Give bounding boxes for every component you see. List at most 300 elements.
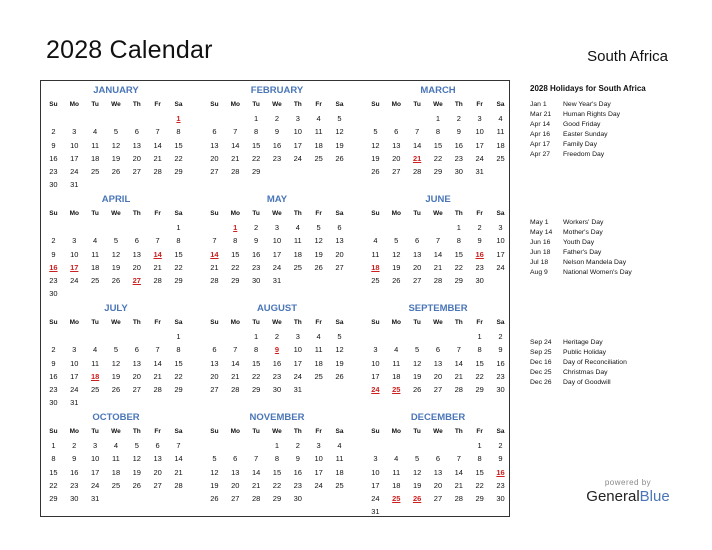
day-cell: 7 xyxy=(456,454,461,464)
day-cell: 2 xyxy=(274,114,280,123)
day-cell xyxy=(126,396,147,409)
holiday-name: Family Day xyxy=(563,141,597,148)
weekday-header xyxy=(365,207,511,221)
day-cell: 29 xyxy=(49,494,58,504)
day-cell: 13 xyxy=(392,140,401,150)
weekday-label: Su xyxy=(371,101,380,108)
day-cell xyxy=(204,221,225,234)
weekday-label: We xyxy=(111,101,121,108)
day-cell xyxy=(329,492,350,505)
day-cell: 28 xyxy=(454,494,463,504)
day-cell: 10 xyxy=(314,454,323,464)
day-cell: 23 xyxy=(49,276,58,286)
weekday-label: Mo xyxy=(69,319,79,326)
month-name: NOVEMBER xyxy=(249,412,305,423)
day-cell: 11 xyxy=(293,236,302,246)
month-name: SEPTEMBER xyxy=(408,303,468,314)
day-cell: 1 xyxy=(274,441,280,450)
weekday-label: We xyxy=(433,210,443,217)
week-row xyxy=(365,466,511,479)
day-cell: 15 xyxy=(433,140,443,150)
week-row xyxy=(204,139,350,152)
day-cell: 31 xyxy=(70,180,79,190)
holiday-day-cell: 18 xyxy=(90,371,100,381)
day-cell: 24 xyxy=(70,167,79,177)
day-cell xyxy=(126,221,147,234)
day-cell: 5 xyxy=(113,127,119,137)
day-cell: 14 xyxy=(153,358,162,368)
day-cell: 4 xyxy=(316,332,321,341)
holiday-day-cell: 1 xyxy=(176,114,181,123)
day-cell: 25 xyxy=(314,153,323,163)
day-cell: 2 xyxy=(274,332,280,341)
day-cell: 26 xyxy=(371,167,380,177)
weekday-label: We xyxy=(111,210,121,217)
day-cell: 8 xyxy=(477,345,482,355)
day-cell xyxy=(168,492,189,505)
day-cell xyxy=(386,221,407,234)
day-cell: 12 xyxy=(335,345,344,355)
week-row xyxy=(43,274,189,287)
day-cell xyxy=(147,287,168,300)
day-cell: 21 xyxy=(454,371,463,381)
holiday-date: Apr 14 xyxy=(530,121,551,128)
day-cell: 28 xyxy=(433,276,443,286)
weekday-label: Fr xyxy=(154,319,161,326)
day-cell xyxy=(225,112,246,125)
day-cell: 14 xyxy=(153,140,162,150)
day-cell xyxy=(365,221,386,234)
day-cell: 5 xyxy=(316,223,321,232)
weekday-label: Fr xyxy=(315,101,322,108)
day-cell: 29 xyxy=(475,494,484,504)
day-cell: 17 xyxy=(371,371,380,381)
day-cell: 26 xyxy=(132,480,141,490)
day-cell: 9 xyxy=(254,236,259,246)
day-cell: 4 xyxy=(394,454,399,464)
day-cell xyxy=(126,287,147,300)
day-cell: 27 xyxy=(335,262,344,272)
weekday-label: Tu xyxy=(252,319,260,326)
day-cell xyxy=(147,112,168,125)
day-cell: 14 xyxy=(454,467,463,477)
week-row xyxy=(204,152,350,165)
day-cell: 12 xyxy=(210,467,219,477)
holiday-day-cell: 21 xyxy=(412,153,422,163)
day-cell: 26 xyxy=(111,385,121,395)
month-name: OCTOBER xyxy=(92,412,140,423)
weekday-label: Su xyxy=(371,319,380,326)
day-cell xyxy=(428,439,449,452)
day-cell xyxy=(490,274,511,287)
holiday-date: Mar 21 xyxy=(530,111,552,118)
weekday-label: Sa xyxy=(174,210,183,217)
holiday-item xyxy=(530,228,700,238)
holiday-item xyxy=(530,150,700,160)
day-cell: 22 xyxy=(174,153,183,163)
day-cell: 10 xyxy=(496,236,505,246)
week-row xyxy=(365,370,511,383)
day-cell: 8 xyxy=(233,236,238,246)
day-cell: 11 xyxy=(314,127,323,137)
day-cell: 15 xyxy=(251,140,261,150)
weekday-label: Sa xyxy=(335,428,344,435)
day-cell: 10 xyxy=(293,345,302,355)
week-row xyxy=(43,357,189,370)
day-cell: 11 xyxy=(91,249,99,259)
day-cell: 6 xyxy=(394,127,399,137)
weekday-header xyxy=(365,425,511,439)
day-cell: 28 xyxy=(174,480,183,490)
day-cell: 20 xyxy=(392,153,401,163)
holiday-item xyxy=(530,378,700,388)
holiday-name: Nelson Mandela Day xyxy=(563,259,627,266)
day-cell: 9 xyxy=(498,345,503,355)
day-cell: 7 xyxy=(155,345,160,355)
weekday-header xyxy=(43,98,189,112)
day-cell xyxy=(386,330,407,343)
day-cell xyxy=(407,439,428,452)
day-cell: 23 xyxy=(496,371,505,381)
day-cell: 13 xyxy=(433,358,443,368)
day-cell: 28 xyxy=(251,494,261,504)
day-cell: 30 xyxy=(49,180,58,190)
day-cell: 4 xyxy=(295,223,300,232)
weekday-header xyxy=(204,316,350,330)
weekday-header xyxy=(43,316,189,330)
month-name: MAY xyxy=(266,194,288,205)
day-cell: 5 xyxy=(337,114,342,123)
week-row xyxy=(43,330,189,343)
week-row xyxy=(204,357,350,370)
day-cell: 22 xyxy=(251,371,261,381)
holiday-name: Day of Reconciliation xyxy=(563,359,627,366)
day-cell: 8 xyxy=(477,454,482,464)
day-cell: 6 xyxy=(435,454,441,464)
weekday-label: Tu xyxy=(413,428,421,435)
day-cell xyxy=(106,112,127,125)
week-row xyxy=(204,248,350,261)
day-cell: 27 xyxy=(392,167,401,177)
weekday-label: Fr xyxy=(476,428,483,435)
week-row xyxy=(204,274,350,287)
day-cell: 21 xyxy=(231,371,240,381)
holiday-name: Easter Sunday xyxy=(563,131,608,138)
holiday-date: Apr 27 xyxy=(530,151,551,158)
day-cell: 11 xyxy=(91,358,99,368)
weekday-label: Sa xyxy=(496,101,505,108)
day-cell: 22 xyxy=(433,153,443,163)
week-row xyxy=(365,221,511,234)
day-cell xyxy=(365,330,386,343)
day-cell: 27 xyxy=(210,385,219,395)
week-row xyxy=(204,112,350,125)
day-cell: 30 xyxy=(70,494,79,504)
day-cell xyxy=(85,112,106,125)
week-row xyxy=(43,383,189,396)
day-cell xyxy=(428,505,449,518)
day-cell: 3 xyxy=(498,223,503,232)
day-cell: 21 xyxy=(251,480,261,490)
day-cell: 10 xyxy=(371,358,380,368)
day-cell: 16 xyxy=(272,140,282,150)
weekday-label: Mo xyxy=(230,428,240,435)
day-cell: 6 xyxy=(233,454,238,464)
day-cell: 6 xyxy=(337,223,342,232)
day-cell: 29 xyxy=(475,385,484,395)
day-cell xyxy=(386,439,407,452)
holiday-date: Dec 25 xyxy=(530,369,552,376)
week-row xyxy=(204,492,350,505)
day-cell: 15 xyxy=(475,358,484,368)
day-cell: 29 xyxy=(174,167,183,177)
holiday-date: Sep 24 xyxy=(530,339,552,346)
day-cell xyxy=(85,178,106,191)
day-cell xyxy=(106,492,127,505)
day-cell: 20 xyxy=(210,371,219,381)
holiday-item xyxy=(530,110,700,120)
week-row xyxy=(43,261,189,274)
day-cell: 2 xyxy=(254,223,259,232)
day-cell xyxy=(490,505,511,518)
weekday-label: Mo xyxy=(230,319,240,326)
holiday-name: Youth Day xyxy=(563,239,595,246)
month-name: AUGUST xyxy=(256,303,298,314)
day-cell: 15 xyxy=(49,467,58,477)
day-cell: 15 xyxy=(174,358,183,368)
holiday-day-cell: 24 xyxy=(371,385,380,395)
day-cell: 19 xyxy=(335,140,344,150)
day-cell: 8 xyxy=(176,127,181,137)
day-cell: 22 xyxy=(49,480,58,490)
day-cell: 24 xyxy=(272,262,282,272)
day-cell: 24 xyxy=(496,262,505,272)
week-row xyxy=(365,343,511,356)
month-name: APRIL xyxy=(101,194,131,205)
day-cell: 20 xyxy=(132,262,141,272)
day-cell: 27 xyxy=(132,167,141,177)
day-cell: 12 xyxy=(335,127,344,137)
day-cell: 7 xyxy=(233,127,238,137)
day-cell: 9 xyxy=(477,236,482,246)
day-cell: 22 xyxy=(174,262,183,272)
day-cell: 9 xyxy=(51,140,56,150)
weekday-label: Fr xyxy=(315,428,322,435)
day-cell: 18 xyxy=(90,153,100,163)
day-cell: 26 xyxy=(335,371,344,381)
weekday-label: Fr xyxy=(315,210,322,217)
day-cell: 8 xyxy=(274,454,280,464)
day-cell: 20 xyxy=(210,153,219,163)
day-cell: 21 xyxy=(454,480,463,490)
day-cell: 6 xyxy=(435,345,441,355)
holiday-date: Apr 17 xyxy=(530,141,551,148)
day-cell: 1 xyxy=(51,441,56,450)
day-cell: 29 xyxy=(231,276,240,286)
day-cell: 18 xyxy=(314,358,323,368)
week-row xyxy=(365,439,511,452)
day-cell: 1 xyxy=(477,441,482,450)
holiday-date: Aug 9 xyxy=(530,269,548,276)
week-row xyxy=(43,178,189,191)
month-september xyxy=(365,302,511,396)
month-name: MARCH xyxy=(420,85,456,96)
day-cell: 18 xyxy=(496,140,505,150)
country-label: South Africa xyxy=(587,48,668,65)
weekday-label: Th xyxy=(132,428,141,435)
weekday-label: Su xyxy=(49,210,58,217)
day-cell: 26 xyxy=(392,276,401,286)
day-cell: 3 xyxy=(373,454,378,464)
weekday-label: Tu xyxy=(413,101,421,108)
month-june xyxy=(365,193,511,287)
day-cell: 29 xyxy=(174,276,183,286)
day-cell: 17 xyxy=(314,467,323,477)
week-row xyxy=(365,165,511,178)
weekday-label: We xyxy=(272,428,282,435)
day-cell: 22 xyxy=(251,153,261,163)
day-cell: 19 xyxy=(335,358,344,368)
day-cell xyxy=(147,221,168,234)
day-cell: 4 xyxy=(316,114,321,123)
holiday-day-cell: 9 xyxy=(274,345,280,355)
holiday-name: Freedom Day xyxy=(563,151,605,158)
day-cell xyxy=(106,396,127,409)
week-row xyxy=(365,152,511,165)
day-cell xyxy=(204,439,225,452)
day-cell: 3 xyxy=(373,345,378,355)
week-row xyxy=(204,234,350,247)
week-row xyxy=(204,452,350,465)
month-name: JANUARY xyxy=(93,85,139,96)
weekday-label: Fr xyxy=(476,210,483,217)
day-cell: 17 xyxy=(475,140,484,150)
weekday-label: Tu xyxy=(252,210,260,217)
day-cell: 12 xyxy=(111,249,121,259)
day-cell: 8 xyxy=(254,127,259,137)
day-cell: 25 xyxy=(293,262,302,272)
month-november xyxy=(204,411,350,505)
day-cell: 7 xyxy=(435,236,441,246)
week-row xyxy=(365,234,511,247)
holiday-item xyxy=(530,218,700,228)
day-cell: 31 xyxy=(293,385,302,395)
day-cell: 13 xyxy=(335,236,344,246)
day-cell: 13 xyxy=(153,454,162,464)
day-cell: 1 xyxy=(435,114,441,123)
day-cell xyxy=(287,165,308,178)
day-cell: 5 xyxy=(394,236,399,246)
day-cell: 13 xyxy=(210,140,219,150)
day-cell: 14 xyxy=(231,358,240,368)
month-july xyxy=(43,302,189,410)
day-cell: 7 xyxy=(415,127,420,137)
holiday-day-cell: 26 xyxy=(412,494,422,504)
day-cell: 9 xyxy=(51,358,56,368)
holiday-name: National Women's Day xyxy=(563,269,632,276)
month-may xyxy=(204,193,350,287)
day-cell: 2 xyxy=(51,236,56,246)
day-cell: 11 xyxy=(496,127,505,137)
day-cell xyxy=(329,274,350,287)
day-cell xyxy=(386,112,407,125)
weekday-label: Su xyxy=(49,319,58,326)
day-cell xyxy=(85,330,106,343)
day-cell: 27 xyxy=(153,480,162,490)
day-cell: 24 xyxy=(475,153,484,163)
day-cell xyxy=(287,274,308,287)
day-cell: 27 xyxy=(433,385,443,395)
weekday-header xyxy=(204,98,350,112)
day-cell: 19 xyxy=(111,153,121,163)
holiday-date: Jan 1 xyxy=(530,101,547,108)
day-cell: 1 xyxy=(477,332,482,341)
day-cell: 12 xyxy=(132,454,141,464)
day-cell xyxy=(308,492,329,505)
day-cell: 23 xyxy=(454,153,463,163)
day-cell xyxy=(308,383,329,396)
holiday-day-cell: 25 xyxy=(392,494,401,504)
weekday-label: Fr xyxy=(154,101,161,108)
day-cell: 5 xyxy=(415,454,420,464)
day-cell: 16 xyxy=(272,358,282,368)
day-cell: 25 xyxy=(496,153,505,163)
holiday-day-cell: 14 xyxy=(210,249,219,259)
day-cell: 14 xyxy=(174,454,183,464)
day-cell: 23 xyxy=(293,480,302,490)
day-cell: 12 xyxy=(371,140,380,150)
day-cell: 30 xyxy=(49,398,58,408)
day-cell: 28 xyxy=(153,167,162,177)
day-cell: 4 xyxy=(113,441,119,450)
day-cell xyxy=(147,492,168,505)
day-cell: 28 xyxy=(153,276,162,286)
holiday-date: Sep 25 xyxy=(530,349,552,356)
day-cell xyxy=(407,330,428,343)
day-cell xyxy=(106,178,127,191)
day-cell: 8 xyxy=(176,345,181,355)
day-cell: 14 xyxy=(433,249,443,259)
day-cell: 25 xyxy=(314,371,323,381)
day-cell xyxy=(126,178,147,191)
day-cell: 2 xyxy=(295,441,300,450)
weekday-label: We xyxy=(111,428,121,435)
week-row xyxy=(365,274,511,287)
day-cell xyxy=(329,165,350,178)
day-cell: 28 xyxy=(153,385,162,395)
day-cell: 19 xyxy=(111,371,121,381)
week-row xyxy=(204,466,350,479)
weekday-label: Sa xyxy=(496,428,505,435)
weekday-label: Fr xyxy=(154,210,161,217)
day-cell: 2 xyxy=(456,114,461,123)
week-row xyxy=(43,165,189,178)
day-cell: 5 xyxy=(373,127,378,137)
month-name: JUNE xyxy=(425,194,451,205)
day-cell: 26 xyxy=(111,167,121,177)
day-cell: 12 xyxy=(412,467,422,477)
holiday-day-cell: 1 xyxy=(233,223,238,232)
day-cell: 3 xyxy=(72,127,77,137)
day-cell xyxy=(225,330,246,343)
week-row xyxy=(365,357,511,370)
day-cell: 30 xyxy=(454,167,463,177)
day-cell: 10 xyxy=(475,127,484,137)
holiday-list xyxy=(530,338,700,388)
weekday-label: Fr xyxy=(315,319,322,326)
weekday-label: Th xyxy=(454,210,463,217)
day-cell: 17 xyxy=(90,467,100,477)
